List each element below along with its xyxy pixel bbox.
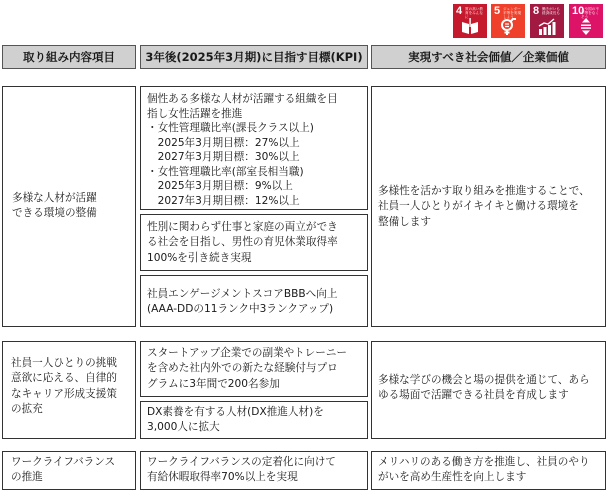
section-item-label: 社員一人ひとりの挑戦 意欲に応える、自律的 なキャリア形成支援策 の拡充 xyxy=(11,357,117,416)
kpi-box xyxy=(140,451,368,490)
kpi-box xyxy=(140,214,368,271)
header-value: 実現すべき社会価値／企業価値 xyxy=(371,45,606,69)
sdg-caption: 人や国の不平等をなくそう xyxy=(581,7,599,19)
section-item-box xyxy=(2,86,136,327)
sdg-number: 4 xyxy=(456,5,463,17)
kpi-box xyxy=(140,401,368,439)
section-value-text: 多様な学びの機会と場の提供を通じて、あら ゆる場面で活躍できる社員を育成します xyxy=(378,374,590,402)
section-item-label: 多様な人材が活躍 できる環境の整備 xyxy=(12,192,97,220)
kpi-text: ワークライフバランスの定着化に向けて 有給休暇取得率70%以上を実現 xyxy=(147,456,336,484)
section-value-box xyxy=(371,86,606,327)
section-item-box xyxy=(2,341,136,439)
header-kpi: 3年後(2025年3月期)に目指す目標(KPI) xyxy=(140,45,368,69)
sdg-number: 10 xyxy=(572,5,585,17)
kpi-text: 個性ある多様な人材が活躍する組織を目 指し女性活躍を推進 ・女性管理職比率(課長クラス以上) 2025年3月期目標：27%以上 2027年3月期目標：30%以上 ・女性管理職比率(部室長相当職) 2025年3月期目標：9%以上 2027年3月期目標：12%以上 xyxy=(147,93,338,207)
sdg-goal-5-icon xyxy=(491,4,525,38)
kpi-text: 性別に関わらず仕事と家庭の両立ができ る社会を目指し、男性の育児休業取得率 100%を引き続き実現 xyxy=(147,221,338,264)
sdg-number: 5 xyxy=(494,5,501,17)
kpi-text: DX素養を有する人材(DX推進人材)を 3,000人に拡大 xyxy=(147,406,324,434)
header-item: 取り組み内容項目 xyxy=(2,45,136,69)
sdg-goal-8-icon xyxy=(530,4,564,38)
kpi-box xyxy=(140,275,368,327)
growth-chart-icon xyxy=(538,18,556,35)
section-value-text: メリハリのある働き方を推進し、社員のやり がいを高め生産性を向上します xyxy=(378,456,590,484)
kpi-box xyxy=(140,341,368,397)
section-value-text: 多様性を活かす取り組みを推進することで、 社員一人ひとりがイキイキと働ける環境を 整備します xyxy=(378,185,590,228)
sdg-caption: ジェンダー平等を実現しよう xyxy=(503,7,521,19)
sdg-goal-4-icon xyxy=(453,4,487,38)
sdg-goal-10-icon xyxy=(569,4,603,38)
kpi-box xyxy=(140,86,368,210)
section-item-label: ワークライフバランス の推進 xyxy=(11,456,116,484)
sdg-number: 8 xyxy=(533,5,540,17)
section-value-box xyxy=(371,451,606,490)
section-value-box xyxy=(371,341,606,439)
sdg-caption: 働きがいも経済成長も xyxy=(542,7,560,15)
sdg-caption: 質の高い教育をみんなに xyxy=(465,7,483,19)
reduced-inequality-icon xyxy=(577,18,595,35)
section-item-box xyxy=(2,451,136,490)
kpi-text: スタートアップ企業での副業やトレーニー を含めた社内外での新たな経験付与プロ グラムに3年間で200名参加 xyxy=(147,347,348,390)
book-pencil-icon xyxy=(461,18,479,35)
gender-equality-icon xyxy=(499,18,517,35)
kpi-text: 社員エンゲージメントスコアBBBへ向上 (AAA-DDの11ランク中3ランクアップ) xyxy=(147,288,338,316)
